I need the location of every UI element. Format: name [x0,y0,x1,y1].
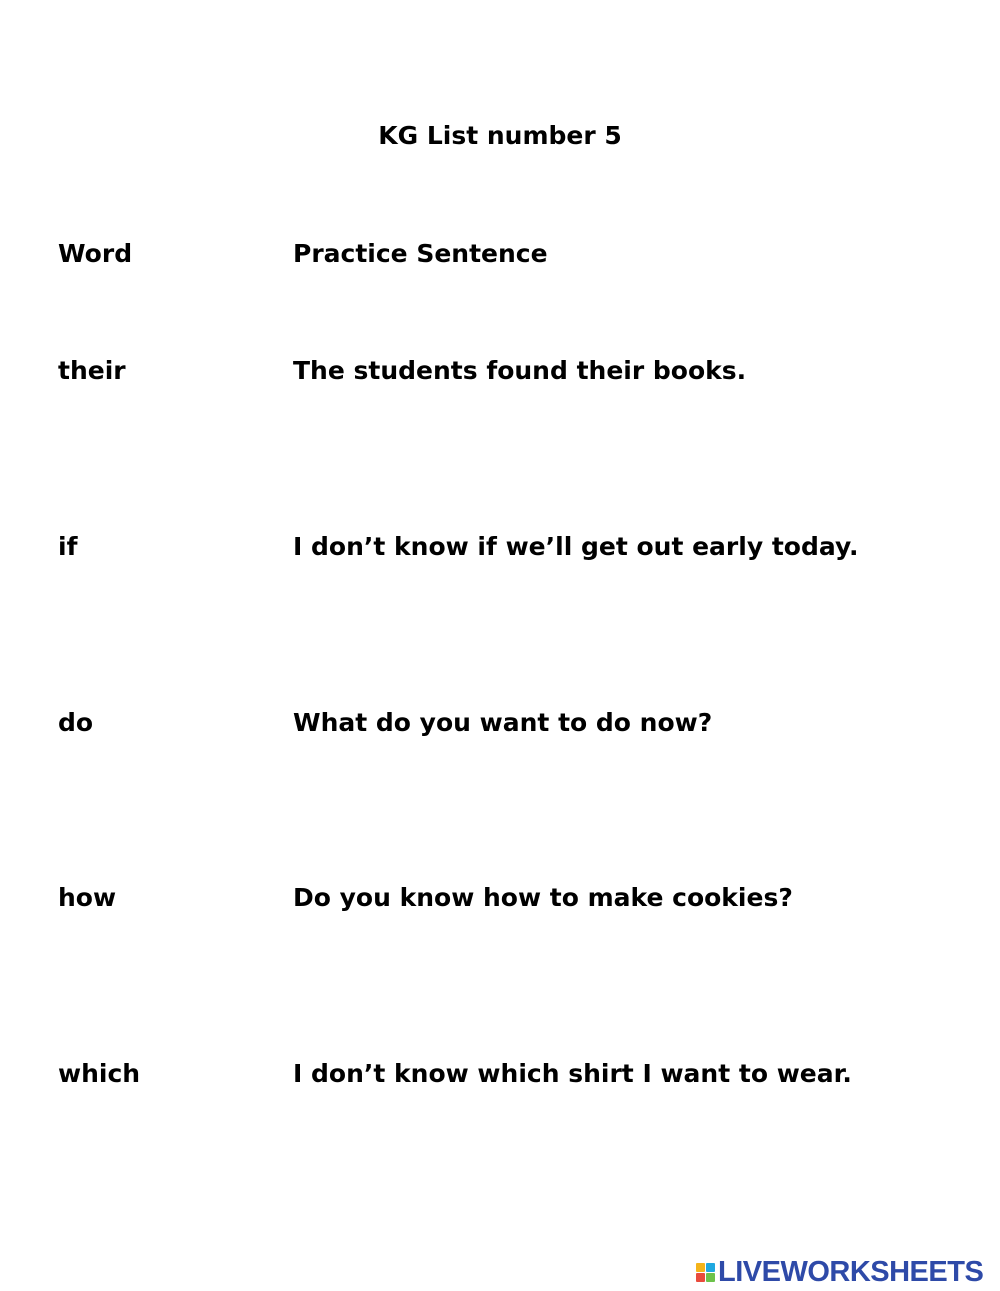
sentence-cell: The students found their books. [293,356,747,385]
word-cell: which [58,1059,141,1088]
logo-block [706,1273,715,1282]
word-cell: if [58,532,78,561]
column-header-word: Word [58,239,133,268]
page-title: KG List number 5 [378,121,622,150]
word-cell: how [58,883,117,912]
logo-blocks-icon [696,1263,715,1282]
word-cell: do [58,708,94,737]
sentence-cell: I don’t know which shirt I want to wear. [293,1059,852,1088]
logo-block [696,1273,705,1282]
logo-block [696,1263,705,1272]
liveworksheets-logo [696,1255,983,1289]
logo-text: LIVEWORKSHEETS [718,1256,984,1288]
word-cell: their [58,356,126,385]
sentence-cell: What do you want to do now? [293,708,713,737]
sentence-cell: Do you know how to make cookies? [293,883,793,912]
logo-block [706,1263,715,1272]
column-header-sentence: Practice Sentence [293,239,548,268]
sentence-cell: I don’t know if we’ll get out early today. [293,532,859,561]
